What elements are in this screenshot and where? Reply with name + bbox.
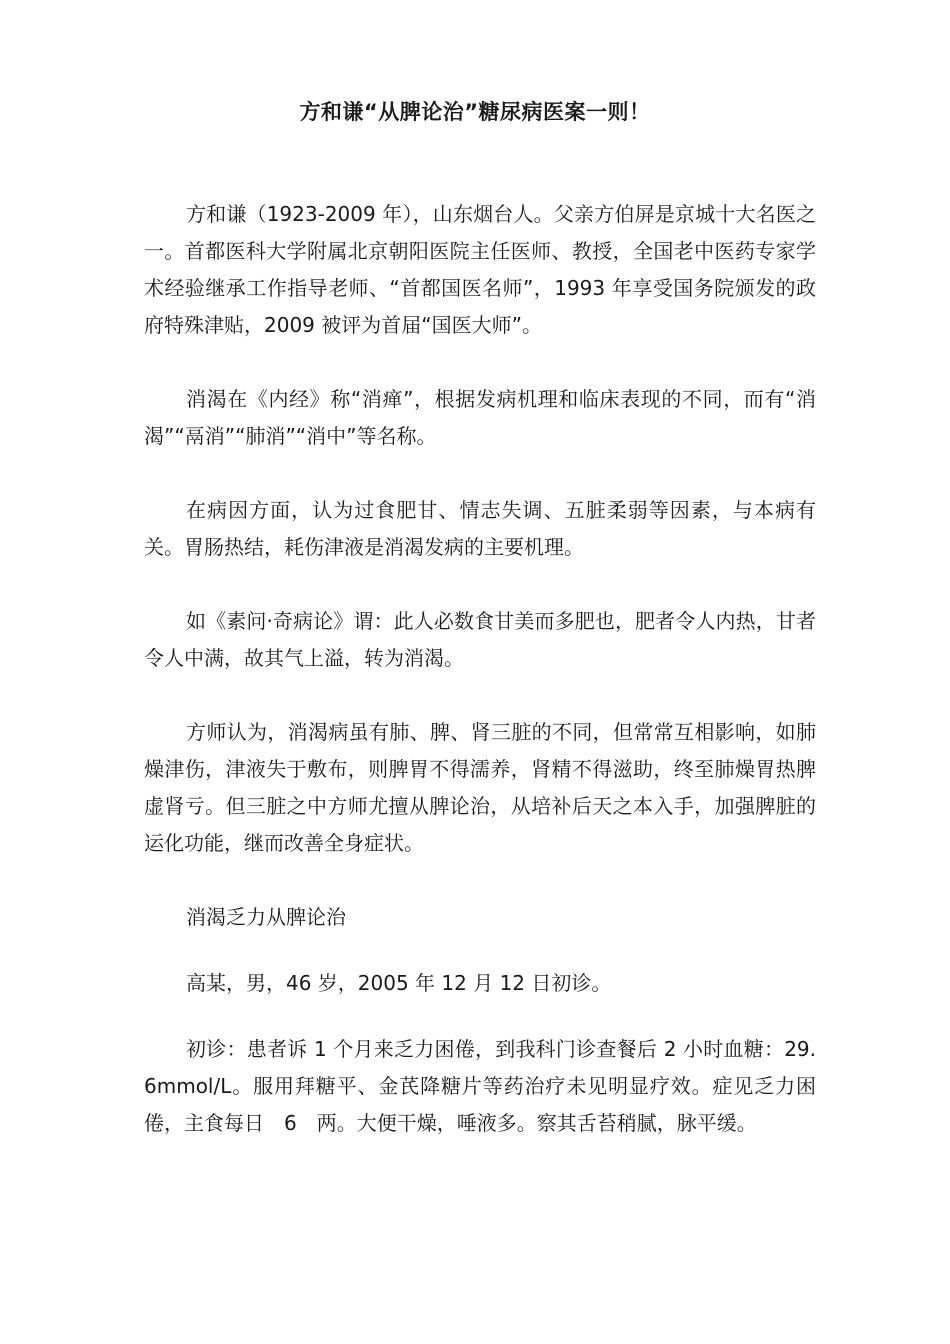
paragraph-first-visit: 初诊：患者诉 1 个月来乏力困倦，到我科门诊查餐后 2 小时血糖：29.6mmol/L。服用拜糖平、金芪降糖片等药治疗未见明显疗效。症见乏力困倦，主食每日 6 两。大便干燥，唾液多。察其舌苔稍腻，脉平缓。 <box>144 1037 816 1135</box>
paragraph-patient-info: 高某，男，46 岁，2005 年 12 月 12 日初诊。 <box>186 971 612 995</box>
paragraph-suwen-quote: 如《素问·奇病论》谓：此人必数食甘美而多肥也，肥者令人内热，甘者令人中满，故其气上溢，转为消渴。 <box>144 609 816 670</box>
document-title: 方和谦“从脾论治”糖尿病医案一则！ <box>299 100 651 124</box>
paragraph-fang-view: 方师认为，消渴病虽有肺、脾、肾三脏的不同，但常常互相影响，如肺燥津伤，津液失于敷布，则脾胃不得濡养，肾精不得滋助，终至肺燥胃热脾虚肾亏。但三脏之中方师尤擅从脾论治，从培补后天之本入手，加强脾脏的运化功能，继而改善全身症状。 <box>144 720 816 855</box>
section-heading: 消渴乏力从脾论治 <box>186 905 346 929</box>
document-body <box>144 196 816 1179</box>
paragraph-etiology: 在病因方面，认为过食肥甘、情志失调、五脏柔弱等因素，与本病有关。胃肠热结，耗伤津液是消渴发病的主要机理。 <box>144 498 816 559</box>
paragraph-xiaoke-names: 消渴在《内经》称“消瘅”，根据发病机理和临床表现的不同，而有“消渴”“鬲消”“肺消”“消中”等名称。 <box>144 387 816 448</box>
paragraph-biography: 方和谦（1923-2009 年），山东烟台人。父亲方伯屏是京城十大名医之一。首都医科大学附属北京朝阳医院主任医师、教授，全国老中医药专家学术经验继承工作指导老师、“首都国医名师”，1993 年享受国务院颁发的政府特殊津贴，2009 被评为首届“国医大师”。 <box>144 202 816 337</box>
